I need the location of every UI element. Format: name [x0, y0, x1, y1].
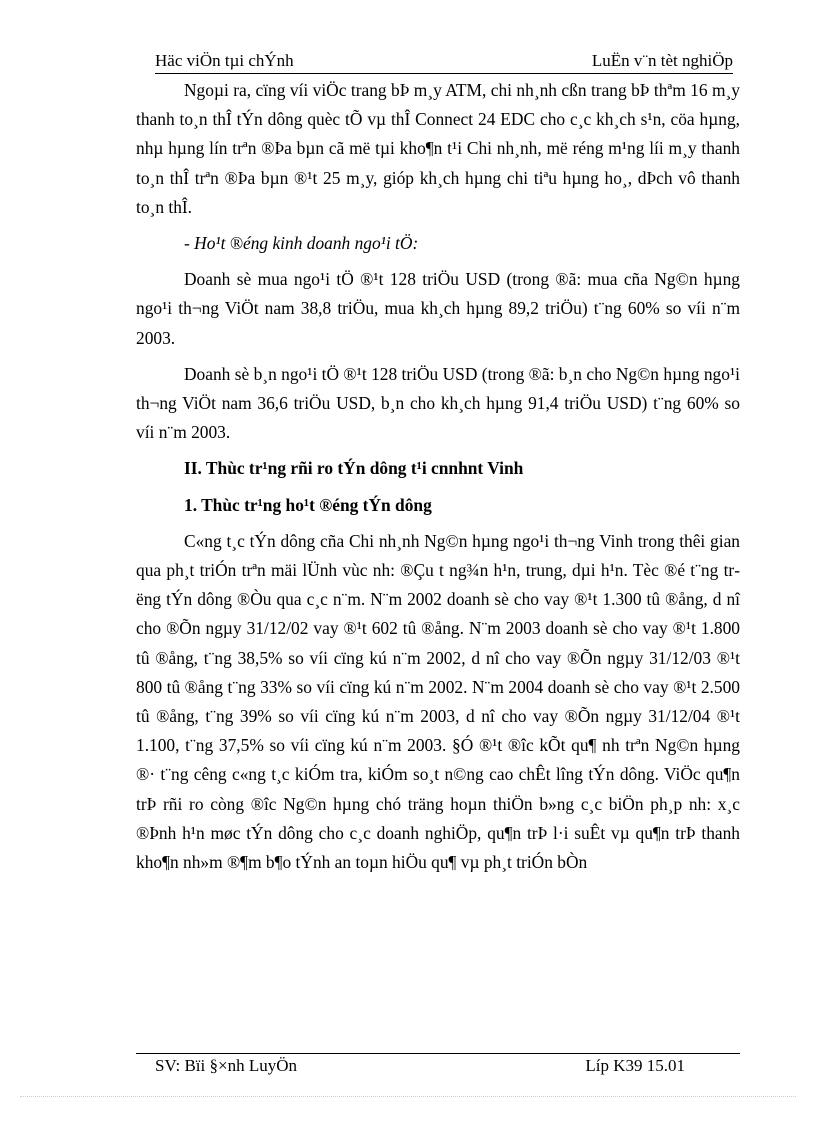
paragraph-fx-sales: Doanh sè b¸n ngo¹i tÖ ®¹t 128 triÖu USD (trong ®ã: b¸n cho Ng©n hµng ngo¹i th¬ng ViÖt nam 36,6 triÖu USD, b¸n cho kh¸ch hµng 91,4 triÖu USD) t¨ng 60% so víi n¨m 2003. [136, 363, 740, 443]
section-heading-credit-risk: II. Thùc tr¹ng rñi ro tÝn dông t¹i cnnhnt Vinh [184, 458, 524, 479]
header-institution: Häc viÖn tµi chÝnh [155, 51, 294, 70]
subheading-foreign-exchange: - Ho¹t ®éng kinh doanh ngo¹i tÖ: [184, 233, 419, 254]
page-header [155, 49, 733, 74]
paragraph-atm-equipment: Ngoµi ra, cïng víi viÖc trang bÞ m¸y ATM, chi nh¸nh cßn trang bÞ thªm 16 m¸y thanh to¸n thÎ tÝn dông quèc tÕ vµ thÎ Connect 24 EDC cho c¸c kh¸ch s¹n, cöa hµng, nhµ hµng lín trªn ®Þa bµn cã më tµi kho¶n t¹i Chi nh¸nh, më réng m¹ng líi m¸y thanh to¸n thÎ trªn ®Þa bµn ®¹t 25 m¸y, gióp kh¸ch hµng chi tiªu hµng ho¸, dÞch vô thanh to¸n thÎ. [136, 80, 740, 217]
paragraph-fx-purchase: Doanh sè mua ngo¹i tÖ ®¹t 128 triÖu USD (trong ®ã: mua cña Ng©n hµng ngo¹i th¬ng ViÖt nam 38,8 triÖu, mua kh¸ch hµng 89,2 triÖu) t¨ng 60% so víi n¨m 2003. [136, 269, 740, 348]
subsection-heading-credit-activity: 1. Thùc tr¹ng ho¹t ®éng tÝn dông [184, 494, 432, 515]
page-footer [155, 1056, 685, 1080]
paragraph-credit-activity: C«ng t¸c tÝn dông cña Chi nh¸nh Ng©n hµng ngo¹i th¬ng Vinh trong thêi gian qua ph¸t triÓn trªn mäi lÜnh vùc nh: ®Çu t ng¾n h¹n, trung, dµi h¹n. Tèc ®é t¨ng trëng tÝn dông ®Òu qua c¸c n¨m. N¨m 2002 doanh sè cho vay ®¹t 1.300 tû ®ång, d nî cho ®Õn ngµy 31/12/02 vay ®¹t 602 tû ®ång. N¨m 2003 doanh sè cho vay ®¹t 1.800 tû ®ång, t¨ng 38,5% so víi cïng kú n¨m 2002, d nî cho vay ®Õn ngµy 31/12/03 ®¹t 800 tû ®ång t¨ng 33% so víi cïng kú n¨m 2002. N¨m 2004 doanh sè cho vay ®¹t 2.500 tû ®ång, t¨ng 39% so víi cïng kú n¨m 2003, d nî cho vay ®Õn ngµy 31/12/04 ®¹t 1.100, t¨ng 37,5% so víi cïng kú n¨m 2003. §Ó ®¹t ®îc kÕt qu¶ nh trªn Ng©n hµng ®· t¨ng cêng c«ng t¸c kiÓm tra, kiÓm so¸t n©ng cao chÊt lîng tÝn dông. ViÖc qu¶n trÞ rñi ro còng ®îc Ng©n hµng chó träng hoµn thiÖn b»ng c¸c biÖn ph¸p nh: x¸c ®Þnh h¹n møc tÝn dông cho c¸c doanh nghiÖp, qu¶n trÞ l·i suÊt vµ qu¶n trÞ thanh kho¶n nh»m ®¶m b¶o tÝnh an toµn hiÖu qu¶ vµ ph¸t triÓn bÒn [136, 530, 740, 873]
footer-divider [136, 1053, 740, 1054]
footer-student-name: SV: Bïi §×nh LuyÖn [155, 1056, 297, 1075]
footer-class-code: Líp K39 15.01 [585, 1056, 685, 1075]
page-bottom-edge [20, 1096, 796, 1097]
header-document-type: LuËn v¨n tèt nghiÖp [591, 51, 733, 70]
page-content [136, 76, 740, 884]
